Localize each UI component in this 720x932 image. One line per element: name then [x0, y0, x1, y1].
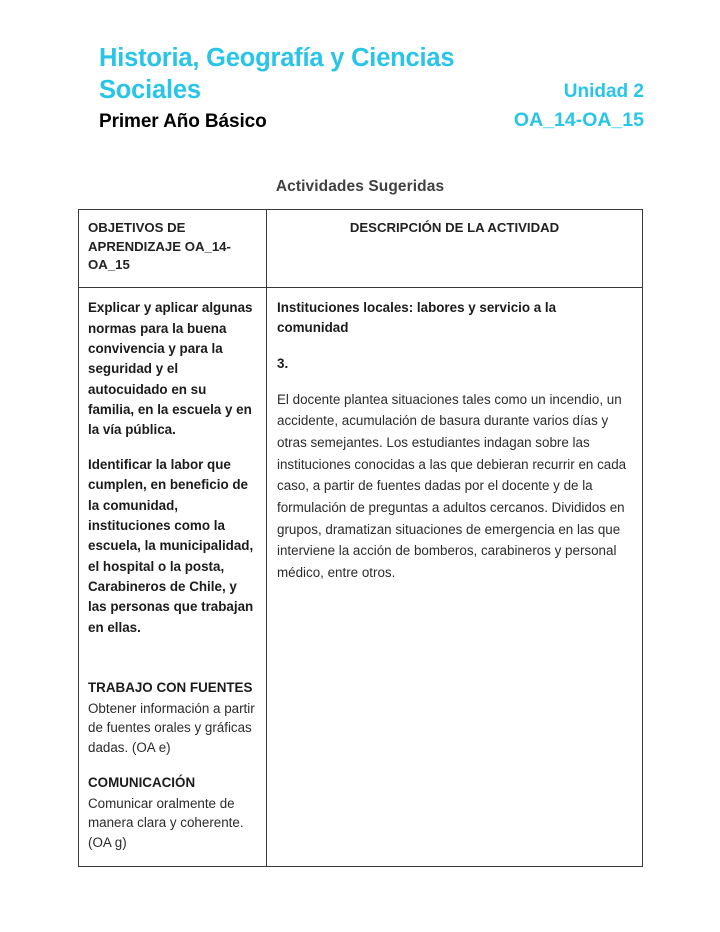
grade-level-subtitle: Primer Año Básico — [99, 111, 267, 133]
unit-label: Unidad 2 — [563, 81, 644, 103]
activity-body-text: El docente plantea situaciones tales como un incendio, un accidente, acumulación de basura durante varios días y otras semejantes. Los estudiantes indagan sobre las instituciones conocidas a las que debieran recurrir en cada caso, a partir de fuentes dadas por el docente y de la formulación de preguntas a adultos cercanos. Divididos en grupos, dramatizan situaciones de emergencia en las que interviene la acción de bomberos, carabineros y personal médico, entre otros. — [277, 391, 627, 581]
activities-table — [78, 209, 643, 867]
header-row — [99, 42, 644, 135]
table-head — [79, 210, 643, 288]
skill-body-comunicacion: Comunicar oralmente de manera clara y coherente. (OA g) — [88, 795, 244, 850]
header-right-block — [514, 79, 644, 135]
document-header — [99, 42, 644, 135]
oa-range-label: OA_14-OA_15 — [513, 109, 644, 132]
skill-heading-comunicacion: COMUNICACIÓN — [88, 775, 196, 791]
objectives-spacer — [88, 638, 256, 678]
skill-heading-trabajo-con-fuentes: TRABAJO CON FUENTES — [88, 680, 253, 696]
objective-item-2: Identificar la labor que cumplen, en beneficio de la comunidad, instituciones como la escuela, la municipalidad, el hospital o la posta, Carabineros de Chile, y las personas que trabajan en ellas. — [88, 456, 254, 635]
skill-body-trabajo-con-fuentes: Obtener información a partir de fuentes orales y gráficas dadas. (OA e) — [88, 700, 255, 755]
table-body — [79, 288, 643, 867]
objectives-cell — [79, 288, 267, 867]
activity-number: 3. — [277, 356, 289, 372]
column-header-objectives: OBJETIVOS DE APRENDIZAJE OA_14-OA_15 — [79, 210, 267, 288]
activity-heading: Instituciones locales: labores y servicio a la comunidad — [277, 300, 557, 336]
header-left-block — [99, 42, 499, 135]
table-header-row — [79, 210, 643, 288]
table-row — [79, 288, 643, 867]
objective-item-1: Explicar y aplicar algunas normas para la buena convivencia y para la seguridad y el autocuidado en su familia, en la escuela y en la vía pública. — [88, 300, 253, 438]
section-title: Actividades Sugeridas — [275, 178, 445, 195]
page-title: Historia, Geografía y Ciencias Sociales — [99, 44, 455, 105]
column-header-description: DESCRIPCIÓN DE LA ACTIVIDAD — [267, 210, 643, 288]
description-cell — [267, 288, 643, 867]
